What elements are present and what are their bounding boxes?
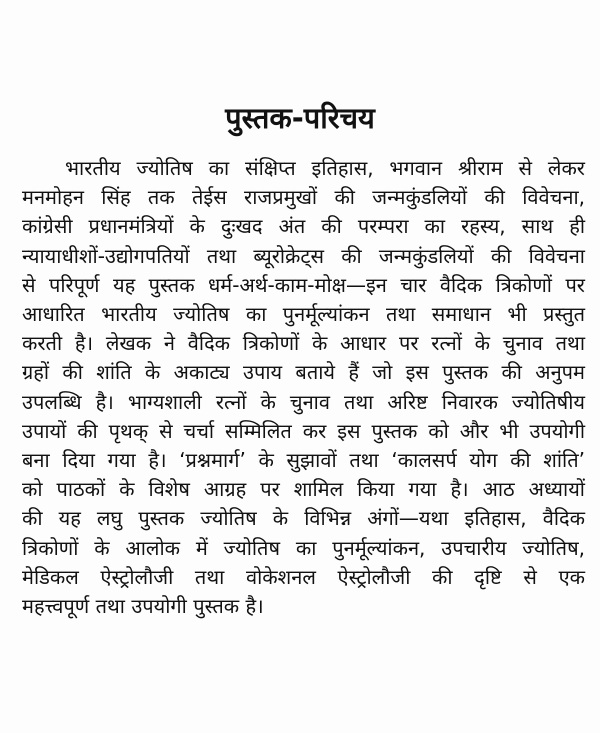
text-line: महत्त्वपूर्ण तथा उपयोगी पुस्तक है। [22, 594, 264, 618]
text-line: से परिपूर्ण यह पुस्तक धर्म-अर्थ-काम-मोक्ष—इन चार वैदिक त्रिकोणों पर [22, 272, 585, 297]
text-line: उपायों की पृथक् से चर्चा सम्मिलित कर इस पुस्तक को और भी उपयोगी [22, 418, 585, 443]
text-line: आधारित भारतीय ज्योतिष का पुनर्मूल्यांकन तथा समाधान भी प्रस्तुत [22, 302, 585, 326]
text-line: ग्रहों की शांति के अकाट्य उपाय बताये हैं जो इस पुस्तक की अनुपम [22, 360, 585, 385]
page-title: पुस्तक-परिचय [225, 101, 375, 135]
text-line: की यह लघु पुस्तक ज्योतिष के विभिन्न अंगों—यथा इतिहास, वैदिक [22, 506, 585, 531]
text-line: न्यायाधीशों-उद्योगपतियों तथा ब्यूरोक्रेट्स की जन्मकुंडलियों की विवेचना [22, 243, 585, 268]
text-line: बना दिया गया है। ‘प्रश्नमार्ग’ के सुझावों तथा ‘कालसर्प योग की शांति’ [22, 448, 585, 472]
text-line: करती है। लेखक ने वैदिक त्रिकोणों के आधार पर रत्नों के चुनाव तथा [22, 331, 585, 356]
text-line: कांग्रेसी प्रधानमंत्रियों के दुःखद अंत की परम्परा का रहस्य, साथ ही [22, 214, 585, 239]
text-line: भारतीय ज्योतिष का संक्षिप्त इतिहास, भगवान श्रीराम से लेकर [65, 156, 585, 180]
text-line: उपलब्धि है। भाग्यशाली रत्नों के चुनाव तथा अरिष्ट निवारक ज्योतिषीय [22, 389, 585, 414]
text-line: मनमोहन सिंह तक तेईस राजप्रमुखों की जन्मकुंडलियों की विवेचना, [22, 185, 585, 210]
text-line: को पाठकों के विशेष आग्रह पर शामिल किया गया है। आठ अध्यायों [22, 477, 585, 502]
text-line: मेडिकल ऐस्ट्रोलौजी तथा वोकेशनल ऐस्ट्रोलौजी की दृष्टि से एक [22, 564, 585, 589]
text-line: त्रिकोणों के आलोक में ज्योतिष का पुनर्मूल्यांकन, उपचारीय ज्योतिष, [22, 535, 585, 560]
